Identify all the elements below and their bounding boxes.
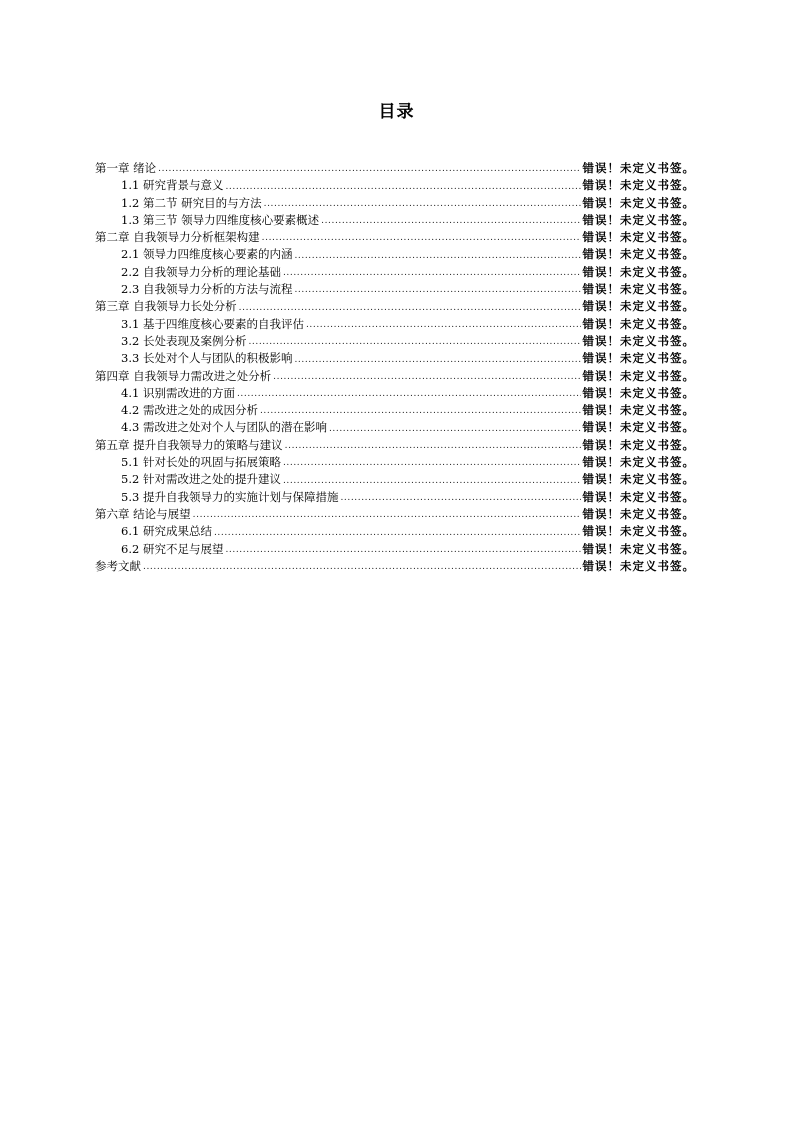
toc-page-ref: 错误！未定义书签。 <box>582 299 695 314</box>
toc-entry[interactable] <box>95 489 695 506</box>
toc-dot-leader <box>225 541 580 558</box>
toc-page-ref: 错误！未定义书签。 <box>582 333 695 348</box>
toc-page-ref: 错误！未定义书签。 <box>582 368 695 383</box>
toc-dot-leader <box>260 402 581 419</box>
toc-dot-leader <box>329 419 581 436</box>
toc-page-ref: 错误！未定义书签。 <box>582 489 695 504</box>
toc-entry[interactable] <box>95 281 695 298</box>
toc-page-ref: 错误！未定义书签。 <box>582 524 695 539</box>
toc-dot-leader <box>214 523 581 540</box>
toc-page-ref: 错误！未定义书签。 <box>582 264 695 279</box>
toc-page-ref: 错误！未定义书签。 <box>582 506 695 521</box>
toc-page-ref: 错误！未定义书签。 <box>582 420 695 435</box>
toc-dot-leader <box>273 368 580 385</box>
toc-entry[interactable] <box>95 419 695 436</box>
toc-dot-leader <box>193 506 581 523</box>
toc-page-ref: 错误！未定义书签。 <box>582 161 695 175</box>
toc-entry-text: 第三章 自我领导力长处分析 <box>95 299 237 314</box>
toc-page-ref: 错误！未定义书签。 <box>582 195 695 210</box>
toc-entry[interactable] <box>95 506 695 523</box>
toc-entry[interactable] <box>95 402 695 419</box>
toc-page-ref: 错误！未定义书签。 <box>582 282 695 297</box>
toc-page-ref: 错误！未定义书签。 <box>582 558 695 573</box>
toc-page-ref: 错误！未定义书签。 <box>582 316 695 331</box>
toc-entry[interactable] <box>95 246 695 263</box>
toc-entry-text: 3.2 长处表现及案例分析 <box>121 333 247 348</box>
toc-entry[interactable] <box>95 212 695 229</box>
toc-entry[interactable] <box>95 350 695 367</box>
toc-entry-text: 第四章 自我领导力需改进之处分析 <box>95 368 272 383</box>
toc-entry-text: 1.1 研究背景与意义 <box>121 178 224 193</box>
toc-entry-text: 第六章 结论与展望 <box>95 506 191 521</box>
toc-dot-leader <box>306 316 581 333</box>
toc-entry-text: 第二章 自我领导力分析框架构建 <box>95 230 260 245</box>
toc-entry-text: 5.1 针对长处的巩固与拓展策略 <box>121 455 281 470</box>
toc-page-ref: 错误！未定义书签。 <box>582 351 695 366</box>
toc-entry-text: 第五章 提升自我领导力的策略与建议 <box>95 437 283 452</box>
toc-entry[interactable] <box>95 316 695 333</box>
toc-dot-leader <box>143 558 581 575</box>
toc-entry-text: 5.3 提升自我领导力的实施计划与保障措施 <box>121 489 339 504</box>
toc-entry-text: 3.3 长处对个人与团队的积极影响 <box>121 351 293 366</box>
toc-entry[interactable] <box>95 385 695 402</box>
toc-entry[interactable] <box>95 368 695 385</box>
toc-page-ref: 错误！未定义书签。 <box>582 385 695 400</box>
toc-entry-text: 4.3 需改进之处对个人与团队的潜在影响 <box>121 420 327 435</box>
toc-page-ref: 错误！未定义书签。 <box>582 230 695 245</box>
toc-page-ref: 错误！未定义书签。 <box>582 178 695 193</box>
toc-entry[interactable] <box>95 454 695 471</box>
toc-entry-text: 3.1 基于四维度核心要素的自我评估 <box>121 316 304 331</box>
toc-entry[interactable] <box>95 160 695 177</box>
toc-dot-leader <box>283 264 581 281</box>
table-of-contents <box>95 160 695 575</box>
toc-dot-leader <box>294 246 580 263</box>
toc-title: 目录 <box>378 102 415 122</box>
toc-entry[interactable] <box>95 541 695 558</box>
toc-dot-leader <box>294 350 580 367</box>
toc-entry[interactable] <box>95 264 695 281</box>
toc-entry-text: 1.3 第三节 领导力四维度核心要素概述 <box>121 212 320 227</box>
toc-entry[interactable] <box>95 523 695 540</box>
toc-entry-text: 5.2 针对需改进之处的提升建议 <box>121 472 281 487</box>
toc-entry-text: 6.1 研究成果总结 <box>121 524 212 539</box>
toc-page-ref: 错误！未定义书签。 <box>582 541 695 556</box>
toc-page-ref: 错误！未定义书签。 <box>582 247 695 262</box>
toc-entry-text: 第一章 绪论 <box>95 161 157 175</box>
toc-entry-text: 1.2 第二节 研究目的与方法 <box>121 195 262 210</box>
toc-dot-leader <box>285 437 581 454</box>
toc-dot-leader <box>283 471 581 488</box>
toc-page-ref: 错误！未定义书签。 <box>582 455 695 470</box>
toc-entry-text: 6.2 研究不足与展望 <box>121 541 224 556</box>
toc-dot-leader <box>239 298 581 315</box>
toc-entry-text: 2.3 自我领导力分析的方法与流程 <box>121 282 293 297</box>
toc-dot-leader <box>321 212 580 229</box>
toc-entry[interactable] <box>95 177 695 194</box>
toc-dot-leader <box>158 160 580 177</box>
toc-dot-leader <box>283 454 581 471</box>
toc-entry[interactable] <box>95 298 695 315</box>
toc-page-ref: 错误！未定义书签。 <box>582 437 695 452</box>
toc-dot-leader <box>248 333 580 350</box>
toc-page-ref: 错误！未定义书签。 <box>582 403 695 418</box>
toc-dot-leader <box>225 177 580 194</box>
toc-entry-text: 4.2 需改进之处的成因分析 <box>121 403 258 418</box>
toc-entry[interactable] <box>95 195 695 212</box>
toc-page-ref: 错误！未定义书签。 <box>582 472 695 487</box>
toc-dot-leader <box>294 281 580 298</box>
toc-dot-leader <box>262 229 581 246</box>
toc-entry-text: 4.1 识别需改进的方面 <box>121 385 235 400</box>
toc-entry[interactable] <box>95 333 695 350</box>
toc-dot-leader <box>237 385 581 402</box>
toc-page-ref: 错误！未定义书签。 <box>582 212 695 227</box>
toc-entry[interactable] <box>95 437 695 454</box>
toc-entry[interactable] <box>95 229 695 246</box>
toc-entry-text: 2.2 自我领导力分析的理论基础 <box>121 264 281 279</box>
toc-entry-text: 参考文献 <box>95 558 141 573</box>
toc-dot-leader <box>340 489 580 506</box>
toc-entry[interactable] <box>95 471 695 488</box>
toc-dot-leader <box>264 195 581 212</box>
toc-entry-text: 2.1 领导力四维度核心要素的内涵 <box>121 247 293 262</box>
toc-entry[interactable] <box>95 558 695 575</box>
